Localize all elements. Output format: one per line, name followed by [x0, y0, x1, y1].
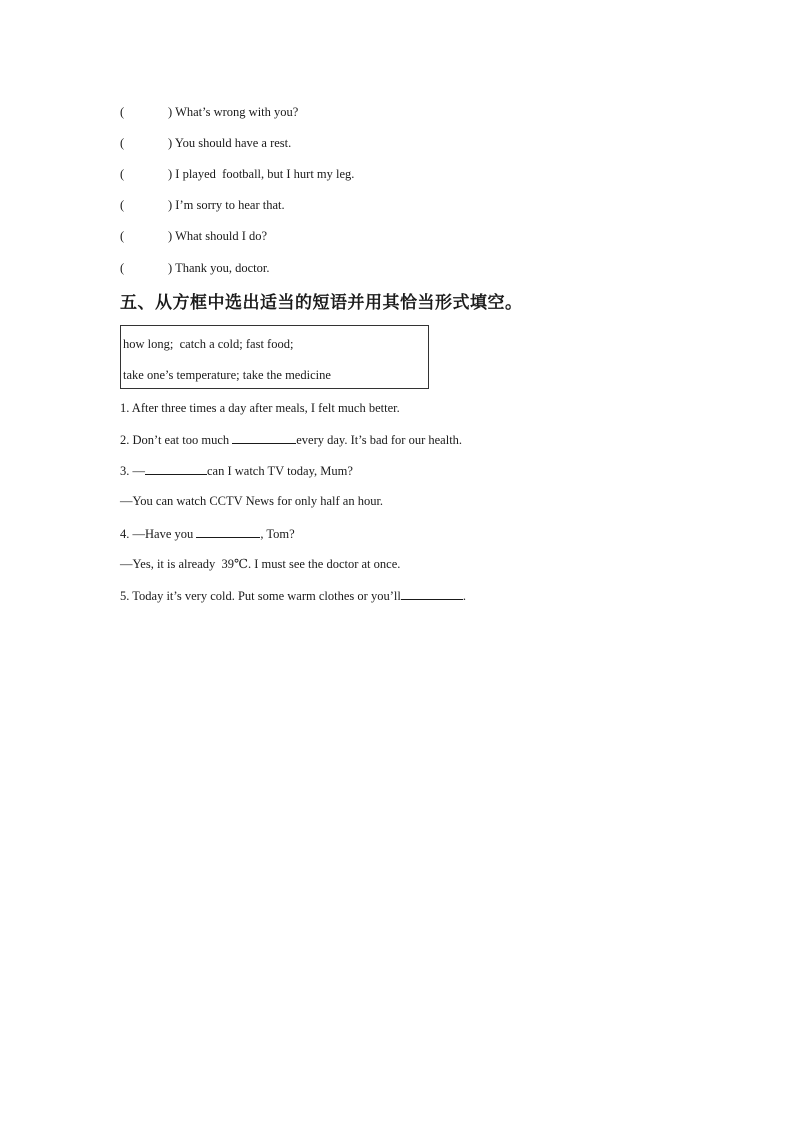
question-5: 5. Today it’s very cold. Put some warm clothes or you’ll .: [120, 589, 466, 603]
dialogue-text: What’s wrong with you?: [175, 105, 299, 119]
question-2: 2. Don’t eat too much every day. It’s bad for our health.: [120, 433, 463, 447]
dialogue-text: I’m sorry to hear that.: [175, 198, 285, 212]
dialogue-line-2: ( ) You should have a rest.: [120, 136, 292, 150]
dialogue-line-3: ( ) I played football, but I hurt my leg.: [120, 167, 355, 181]
dialogue-text: You should have a rest.: [174, 136, 292, 150]
answer-blank-2[interactable]: [232, 431, 296, 444]
answer-blank-5[interactable]: [401, 587, 463, 600]
dialogue-text: Thank you, doctor.: [175, 261, 270, 275]
answer-blank-4[interactable]: [196, 525, 260, 538]
dialogue-line-6: ( ) Thank you, doctor.: [120, 261, 270, 275]
dialogue-text: I played football, but I hurt my leg.: [175, 167, 355, 181]
question-4-reply: —Yes, it is already 39℃. I must see the doctor at once.: [120, 557, 401, 571]
question-3: 3. — can I watch TV today, Mum?: [120, 464, 353, 478]
dialogue-text: What should I do?: [175, 229, 268, 243]
question-3-reply: —You can watch CCTV News for only half an hour.: [120, 494, 384, 508]
question-4: 4. —Have you , Tom?: [120, 527, 295, 541]
phrase-box-line-1: how long; catch a cold; fast food;: [123, 337, 294, 351]
section-heading: 五、从方框中选出适当的短语并用其恰当形式填空。: [120, 293, 523, 313]
phrase-box: [120, 325, 429, 389]
dialogue-line-5: ( ) What should I do?: [120, 229, 268, 243]
dialogue-line-1: ( ) What’s wrong with you?: [120, 105, 299, 119]
phrase-box-line-2: take one’s temperature; take the medicine: [123, 368, 331, 382]
question-1: 1. After three times a day after meals, I felt much better.: [120, 401, 400, 415]
answer-blank-3[interactable]: [145, 462, 207, 475]
dialogue-line-4: ( ) I’m sorry to hear that.: [120, 198, 285, 212]
